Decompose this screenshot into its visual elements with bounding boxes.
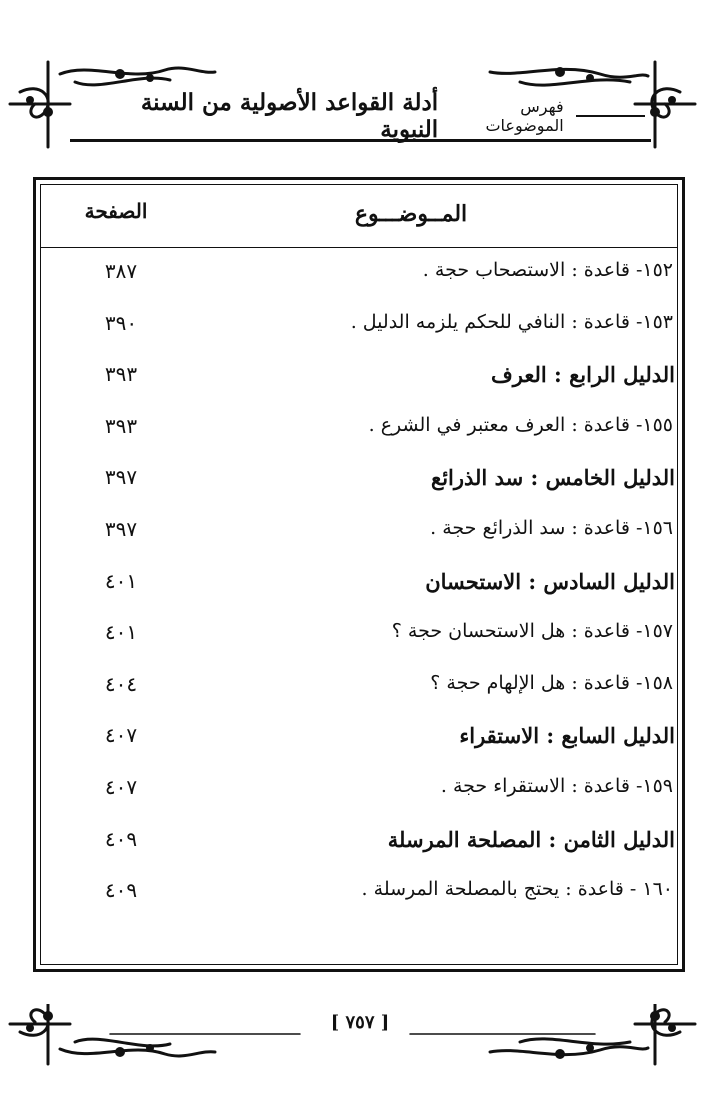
toc-topic: ١٥٢- قاعدة : الاستصحاب حجة . [422,259,673,281]
toc-page: ٣٩٧ [104,516,138,541]
toc-row [41,608,677,660]
toc-page: ٤٠٧ [104,774,138,799]
section-title-wrap [438,97,651,135]
toc-row [41,866,677,918]
toc-row [41,299,677,351]
toc-page: ٤٠٤ [104,671,138,696]
toc-topic: ١٥٥- قاعدة : العرف معتبر في الشرع . [368,413,673,436]
toc-topic: ١٥٩- قاعدة : الاستقراء حجة . [440,774,673,797]
toc-row [41,660,677,712]
toc-topic: الدليل السادس : الاستحسان [425,568,675,594]
toc-row [41,247,677,299]
toc-rows [41,247,677,918]
toc-inner-frame [40,184,678,965]
toc-page: ٤٠١ [104,620,138,645]
toc-topic: ١٦٠ - قاعدة : يحتج بالمصلحة المرسلة . [361,878,673,901]
toc-topic: الدليل الثامن : المصلحة المرسلة [387,826,675,852]
book-title: أدلة القواعد الأصولية من السنة النبوية [140,89,439,143]
table-header [41,185,677,248]
toc-page: ٤٠١ [104,568,138,593]
dash-divider [576,115,645,117]
column-header-topic: المــوضـــوع [354,201,468,227]
toc-section-heading [41,453,677,505]
toc-row [41,763,677,815]
toc-row [41,505,677,557]
toc-topic: ١٥٦- قاعدة : سد الذرائع حجة . [430,516,673,539]
toc-page: ٣٩٣ [104,413,138,438]
flourish-icon [0,1004,703,1074]
toc-page: ٣٨٧ [104,259,138,283]
toc-page: ٣٩٧ [104,465,138,490]
page-number: [ ٧٥٧ ] [330,1012,390,1033]
toc-section-heading [41,557,677,609]
toc-topic: الدليل الرابع : العرف [491,362,675,388]
section-title: فهرس الموضوعات [485,97,564,135]
toc-topic: الدليل السابع : الاستقراء [459,723,675,749]
toc-section-heading [41,711,677,763]
toc-section-heading [41,350,677,402]
toc-topic: الدليل الخامس : سد الذرائع [431,465,675,491]
toc-page: ٣٩٣ [104,362,138,387]
running-head [78,89,651,143]
toc-page: ٤٠٩ [104,878,138,903]
toc-topic: ١٥٨- قاعدة : هل الإلهام حجة ؟ [430,671,673,694]
toc-topic: ١٥٣- قاعدة : النافي للحكم يلزمه الدليل . [350,310,673,333]
toc-topic: ١٥٧- قاعدة : هل الاستحسان حجة ؟ [391,620,673,643]
toc-page: ٣٩٠ [104,310,138,335]
toc-row [41,402,677,454]
toc-page: ٤٠٩ [104,826,138,851]
toc-page: ٤٠٧ [104,723,138,748]
toc-frame [33,177,685,972]
toc-section-heading [41,815,677,867]
column-header-page: الصفحة [84,199,148,223]
header-rule [70,139,651,142]
bottom-ornament [0,1004,703,1074]
